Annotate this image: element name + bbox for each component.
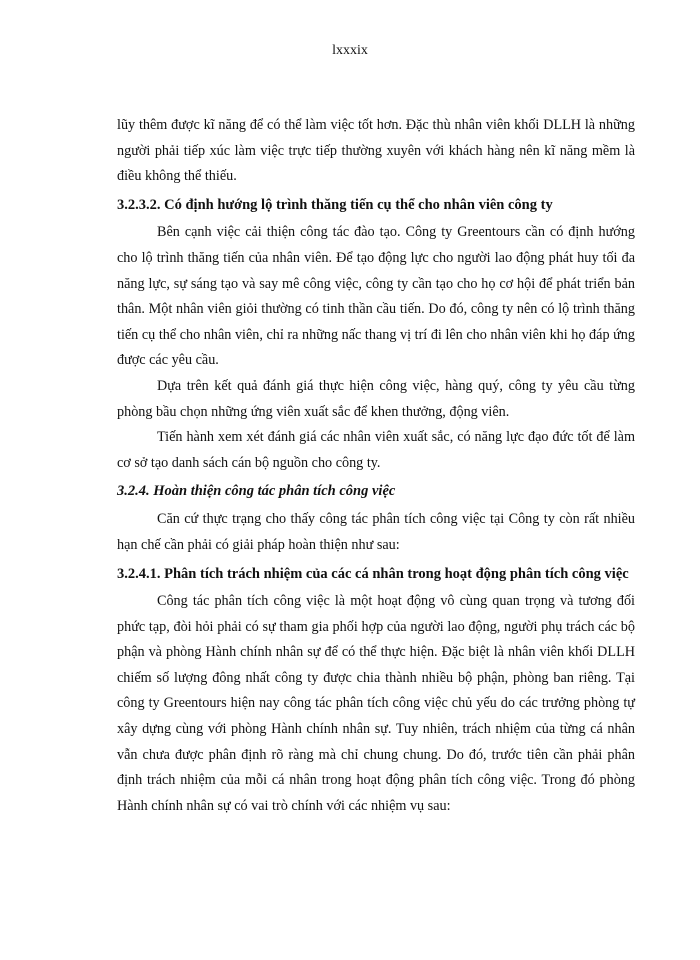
- paragraph-cadre-list: Tiến hành xem xét đánh giá các nhân viên xuất sắc, có năng lực đạo đức tốt để làm cơ sở tạo danh sách cán bộ nguồn cho công ty.: [117, 429, 635, 471]
- paragraph-career-path: Bên cạnh việc cải thiện công tác đào tạo. Công ty Greentours cần có định hướng cho lộ trình thăng tiến của nhân viên. Để tạo động lực cho người lao động phát huy tối đa năng lực, sự sáng tạo và say mê công việc, công ty cần tạo cho họ cơ hội để phát triển bản thân. Một nhân viên giỏi thường có tinh thần cầu tiến. Do đó, công ty nên có lộ trình thăng tiến cụ thể cho nhân viên, chỉ ra những nấc thang vị trí đi lên cho nhân viên khi họ đáp ứng được các yêu cầu.: [117, 224, 635, 369]
- document-body: [117, 113, 635, 819]
- heading-3-2-4: 3.2.4. Hoàn thiện công tác phân tích công việc: [117, 483, 396, 500]
- paragraph-responsibility: Công tác phân tích công việc là một hoạt động vô cùng quan trọng và tương đối phức tạp, đòi hỏi phải có sự tham gia phối hợp của người lao động, người phụ trách các bộ phận và phòng Hành chính nhân sự để có thể thực hiện. Đặc biệt là nhân viên khối DLLH chiếm số lượng đông nhất công ty được chia thành nhiều bộ phận, phòng ban riêng. Tại công ty Greentours hiện nay công tác phân tích công việc chủ yếu do các trưởng phòng tự xây dựng cùng với phòng Hành chính nhân sự. Tuy nhiên, trách nhiệm của từng cá nhân vẫn chưa được phân định rõ ràng mà chỉ chung chung. Do đó, trước tiên cần phải phân định trách nhiệm của mỗi cá nhân trong hoạt động phân tích công việc. Trong đó phòng Hành chính nhân sự có vai trò chính với các nhiệm vụ sau:: [117, 593, 635, 814]
- paragraph-quarterly-evaluation: Dựa trên kết quả đánh giá thực hiện công việc, hàng quý, công ty yêu cầu từng phòng bầu chọn những ứng viên xuất sắc để khen thưởng, động viên.: [117, 377, 635, 420]
- heading-3-2-4-1: 3.2.4.1. Phân tích trách nhiệm của các cá nhân trong hoạt động phân tích công việc: [117, 566, 629, 583]
- heading-3-2-3-2: 3.2.3.2. Có định hướng lộ trình thăng tiến cụ thể cho nhân viên công ty: [117, 196, 553, 213]
- paragraph-job-analysis-intro: Căn cứ thực trạng cho thấy công tác phân tích công việc tại Công ty còn rất nhiều hạn chế cần phải có giải pháp hoàn thiện như sau:: [117, 510, 635, 553]
- page-number: lxxxix: [332, 43, 368, 58]
- paragraph-continued: lũy thêm được kĩ năng để có thể làm việc tốt hơn. Đặc thù nhân viên khối DLLH là những người phải tiếp xúc làm việc trực tiếp thường xuyên với khách hàng nên kĩ năng mềm là điều không thể thiếu.: [117, 117, 635, 185]
